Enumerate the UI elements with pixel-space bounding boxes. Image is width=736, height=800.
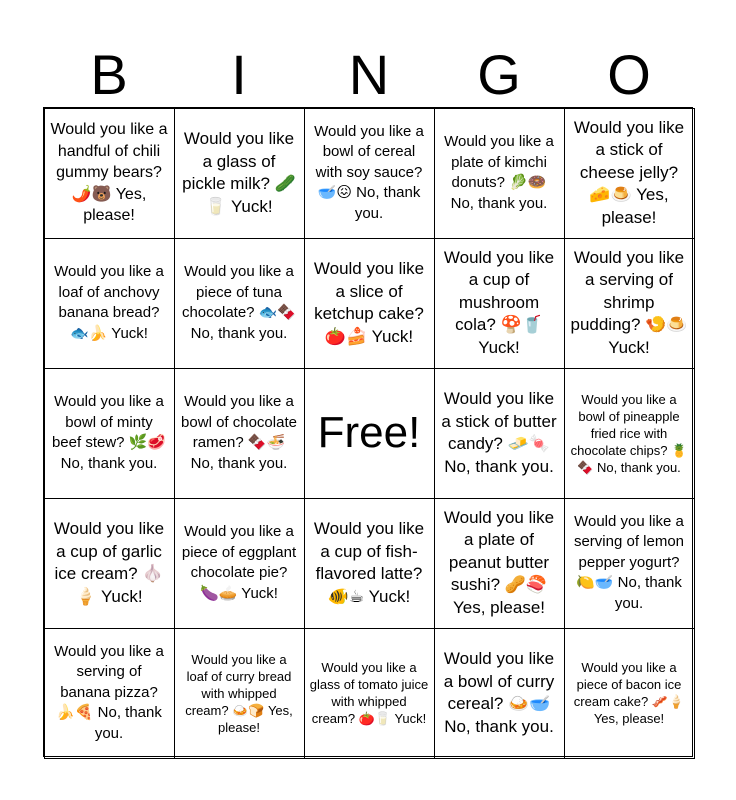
- cell-text: Would you like a bowl of minty beef stew? 🌿🥩 No, thank you.: [51, 393, 167, 472]
- cell-text: Would you like a serving of shrimp pudding? 🍤🍮 Yuck!: [570, 247, 688, 357]
- bingo-cell[interactable]: [434, 108, 565, 239]
- cell-text: Would you like a bowl of curry cereal? 🍛🥣 No, thank you.: [443, 649, 555, 736]
- cell-text: Would you like a cup of garlic ice cream? 🧄🍦 Yuck!: [53, 519, 165, 606]
- bingo-cell[interactable]: [44, 368, 175, 499]
- bingo-cell[interactable]: [304, 498, 435, 629]
- cell-text: Would you like a glass of tomato juice with whipped cream? 🍅🥛 Yuck!: [309, 660, 429, 726]
- bingo-cell[interactable]: [44, 108, 175, 239]
- bingo-cell[interactable]: [174, 498, 305, 629]
- bingo-cell[interactable]: [174, 238, 305, 369]
- bingo-cell[interactable]: [564, 368, 695, 499]
- bingo-cell[interactable]: [434, 238, 565, 369]
- cell-text: Would you like a bowl of cereal with soy sauce? 🥣😖 No, thank you.: [314, 122, 424, 222]
- bingo-cell[interactable]: [434, 498, 565, 629]
- bingo-cell[interactable]: [564, 498, 695, 629]
- bingo-cell[interactable]: [44, 498, 175, 629]
- cell-text: Would you like a piece of tuna chocolate? 🐟🍫 No, thank you.: [181, 263, 297, 342]
- cell-text: Would you like a serving of banana pizza? 🍌🍕 No, thank you.: [54, 642, 164, 742]
- cell-text: Would you like a bowl of chocolate ramen? 🍫🍜 No, thank you.: [181, 393, 297, 472]
- cell-text: Would you like a handful of chili gummy bears? 🌶️🐻 Yes, please!: [50, 121, 168, 225]
- bingo-cell[interactable]: [304, 238, 435, 369]
- header-letter-o: O: [607, 43, 651, 106]
- bingo-cell[interactable]: [44, 628, 175, 759]
- free-space-cell[interactable]: [304, 368, 435, 499]
- bingo-cell[interactable]: [434, 628, 565, 759]
- header-letter-i: I: [231, 43, 247, 106]
- bingo-cell[interactable]: [564, 108, 695, 239]
- bingo-cell[interactable]: [174, 628, 305, 759]
- free-space-text: Free!: [317, 408, 421, 457]
- bingo-cell[interactable]: [434, 368, 565, 499]
- cell-text: Would you like a cup of mushroom cola? 🍄🥤 Yuck!: [443, 247, 555, 357]
- cell-text: Would you like a bowl of pineapple fried rice with chocolate chips? 🍍🍫 No, thank you.: [570, 391, 688, 475]
- bingo-header: [44, 42, 694, 108]
- bingo-cell[interactable]: [44, 238, 175, 369]
- cell-text: Would you like a slice of ketchup cake? 🍅🍰 Yuck!: [313, 259, 425, 346]
- header-letter-b: B: [90, 43, 128, 106]
- bingo-cell[interactable]: [304, 628, 435, 759]
- cell-text: Would you like a plate of peanut butter sushi? 🥜🍣 Yes, please!: [443, 507, 555, 617]
- bingo-cell[interactable]: [174, 108, 305, 239]
- cell-text: Would you like a plate of kimchi donuts? 🥬🍩 No, thank you.: [444, 133, 554, 212]
- cell-text: Would you like a piece of eggplant chocolate pie? 🍆🥧 Yuck!: [181, 523, 297, 602]
- cell-text: Would you like a loaf of curry bread with whipped cream? 🍛🍞 Yes, please!: [185, 651, 293, 735]
- bingo-cell[interactable]: [174, 368, 305, 499]
- cell-text: Would you like a loaf of anchovy banana bread? 🐟🍌 Yuck!: [54, 263, 164, 342]
- cell-text: Would you like a cup of fish-flavored latte? 🐠☕ Yuck!: [313, 519, 425, 606]
- bingo-cell[interactable]: [564, 238, 695, 369]
- header-letter-g: G: [477, 43, 521, 106]
- bingo-cell[interactable]: [304, 108, 435, 239]
- cell-text: Would you like a piece of bacon ice cream cake? 🥓🍦 Yes, please!: [573, 660, 685, 726]
- cell-text: Would you like a stick of cheese jelly? 🧀🍮 Yes, please!: [573, 117, 685, 227]
- header-letter-n: N: [348, 43, 390, 106]
- bingo-board: [43, 107, 693, 757]
- cell-text: Would you like a stick of butter candy? 🧈🍬 No, thank you.: [441, 389, 557, 476]
- bingo-cell[interactable]: [564, 628, 695, 759]
- cell-text: Would you like a serving of lemon pepper yogurt? 🍋🥣 No, thank you.: [573, 512, 685, 612]
- cell-text: Would you like a glass of pickle milk? 🥒🥛 Yuck!: [182, 129, 296, 216]
